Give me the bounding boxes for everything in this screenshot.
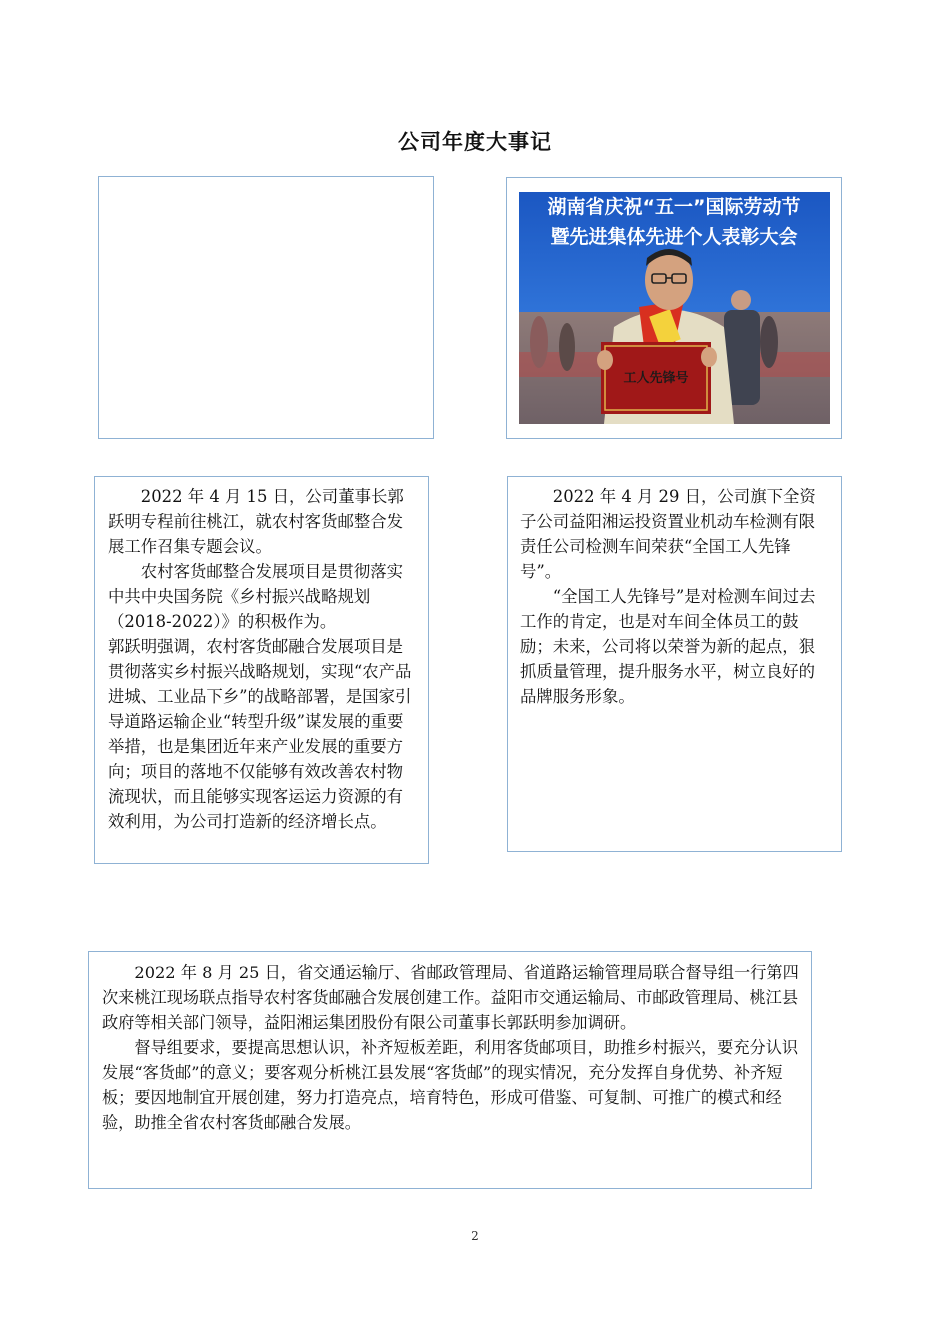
paragraph: “全国工人先锋号”是对检测车间过去工作的肯定，也是对车间全体员工的鼓励；未来，公司将以荣誉为新的起点，狠抓质量管理，提升服务水平，树立良好的品牌服务形象。 — [520, 587, 816, 706]
page-number: 2 — [471, 1229, 479, 1243]
image-frame-right — [506, 177, 842, 439]
award-photo — [519, 192, 830, 424]
banner-line-2: 暨先进集体先进个人表彰大会 — [550, 226, 798, 248]
text-box-left — [94, 476, 429, 864]
paragraph: 郭跃明强调，农村客货邮融合发展项目是贯彻落实乡村振兴战略规划，实现“农产品进城、工业品下乡”的战略部署，是国家引导道路运输企业“转型升级”谋发展的重要举措，也是集团近年来产业发展的重要方向；项目的落地不仅能够有效改善农村物流现状，而且能够实现客运运力资源的有效利用，为公司打造新的经济增长点。 — [108, 637, 412, 831]
text-box-bottom — [88, 951, 812, 1189]
paragraph: 2022 年 8 月 25 日，省交通运输厅、省邮政管理局、省道路运输管理局联合督导组一行第四次来桃江现场联点指导农村客货邮融合发展创建工作。益阳市交通运输局、市邮政管理局、桃江县政府等相关部门领导，益阳湘运集团股份有限公司董事长郭跃明参加调研。 — [102, 963, 799, 1032]
page-title: 公司年度大事记 — [398, 130, 552, 154]
paragraph: 2022 年 4 月 29 日，公司旗下全资子公司益阳湘运投资置业机动车检测有限责任公司检测车间荣获“全国工人先锋号”。 — [520, 487, 816, 581]
plaque-text: 工人先锋号 — [623, 371, 689, 386]
text-box-right — [507, 476, 842, 852]
paragraph: 2022 年 4 月 15 日，公司董事长郭跃明专程前往桃江，就农村客货邮整合发展工作召集专题会议。 — [108, 487, 404, 556]
image-frame-left — [98, 176, 434, 439]
paragraph: 农村客货邮整合发展项目是贯彻落实中共中央国务院《乡村振兴战略规划（2018-2022）》的积极作为。 — [108, 562, 404, 631]
banner-line-1: 湖南省庆祝“五一”国际劳动节 — [547, 196, 801, 218]
paragraph: 督导组要求，要提高思想认识，补齐短板差距，利用客货邮项目，助推乡村振兴，要充分认识发展“客货邮”的意义；要客观分析桃江县发展“客货邮”的现实情况，充分发挥自身优势、补齐短板；要因地制宜开展创建，努力打造亮点，培育特色，形成可借鉴、可复制、可推广的模式和经验，助推全省农村客货邮融合发展。 — [102, 1038, 799, 1132]
